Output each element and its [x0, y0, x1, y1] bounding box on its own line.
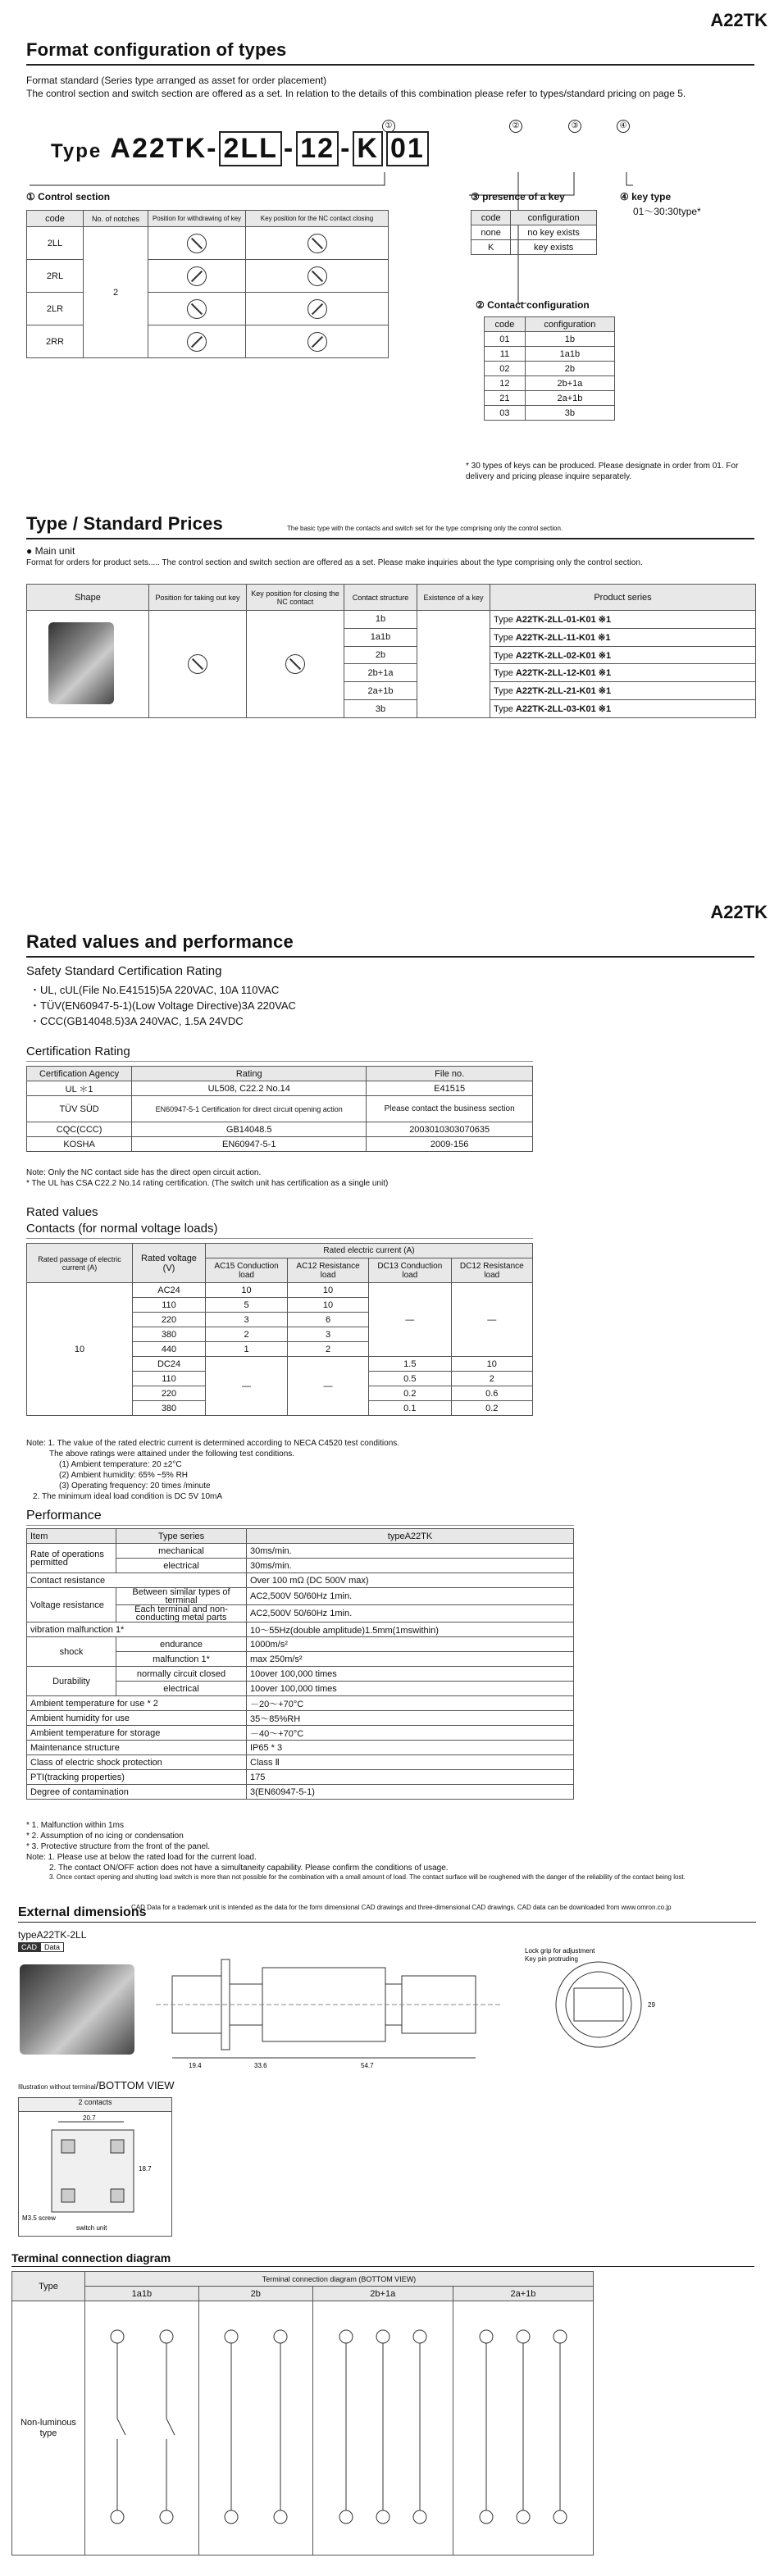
rv-header: AC15 Conduction load [206, 1258, 288, 1283]
perf-note: * 3. Protective structure from the front of the panel. [26, 1842, 210, 1851]
perf-item: shock [27, 1637, 116, 1667]
perf-title: Performance [26, 1509, 102, 1522]
pk-cell: none [472, 225, 511, 240]
safety-line: ・CCC(GB14048.5)3A 240VAC, 1.5A 24VDC [30, 1015, 244, 1027]
section-rule [18, 1922, 756, 1923]
ext-type: typeA22TK-2LL [18, 1929, 87, 1941]
pk-header: code [472, 211, 511, 225]
rv-cell: 0.2 [451, 1401, 532, 1416]
rv-cell: 220 [133, 1313, 206, 1327]
dim-label: 54.7 [361, 2062, 374, 2069]
wiring-1a1b [93, 2304, 191, 2550]
cert-cell: EN60947-5-1 Certification for direct circuit opening action [132, 1096, 367, 1122]
wiring-2b [207, 2304, 305, 2550]
rv-header: AC12 Resistance load [288, 1258, 369, 1283]
key-type-title: ④ key type [620, 191, 672, 203]
rv-cell: 1.5 [369, 1357, 452, 1372]
product-photo-cell [27, 611, 149, 718]
type-word: Type [494, 686, 513, 697]
product-photo [48, 622, 114, 704]
ext-title: External dimensions [18, 1905, 147, 1919]
term-type: 1a1b [85, 2287, 199, 2301]
rated-values-table [26, 1243, 533, 1416]
perf-value: 30ms/min. [247, 1559, 574, 1573]
presence-key-table [471, 210, 597, 255]
cert-cell: KOSHA [27, 1137, 132, 1152]
tp-header: Key position for closing the NC contact [247, 585, 344, 611]
rv-cell: 10 [451, 1357, 532, 1372]
contacts-title: Contacts (for normal voltage loads) [26, 1222, 218, 1236]
terminal-table [11, 2271, 594, 2556]
rated-title: Rated values [26, 1205, 98, 1219]
cs-header: code [27, 211, 84, 227]
perf-value: 10～55Hz(double amplitude)1.5mm(1mswithin) [247, 1623, 574, 1637]
cert-cell: EN60947-5-1 [132, 1137, 367, 1152]
cc-cell: 1b [525, 332, 614, 347]
perf-value: max 250m/s² [247, 1652, 574, 1667]
bottom-view-drawing [19, 2112, 171, 2235]
cs-code: 2LR [27, 293, 84, 325]
term-header: Type [12, 2272, 85, 2301]
rv-note: The above ratings were attained under the following test conditions. [49, 1450, 295, 1459]
cc-cell: 21 [485, 391, 526, 406]
key-position-icon [187, 332, 207, 352]
cs-header: No. of notches [84, 211, 148, 227]
term-row-label: Non-luminous type [12, 2301, 85, 2556]
perf-item: Voltage resistance [27, 1588, 116, 1623]
cert-header: Certification Agency [27, 1067, 132, 1081]
divider [26, 1061, 533, 1062]
code-2ll: 2LL [219, 131, 281, 166]
key-position-icon [285, 654, 305, 674]
divider [26, 1238, 533, 1239]
cc-header: code [485, 317, 526, 332]
product-code: A22TK-2LL-12-K01 ※1 [515, 668, 612, 679]
rv-dash: — [206, 1357, 288, 1416]
type-word: Type [494, 614, 513, 625]
perf-value: Over 100 mΩ (DC 500V max) [247, 1573, 574, 1588]
type-prefix: A22TK- [110, 133, 218, 164]
key-footnote: * 30 types of keys can be produced. Please designate in order from 01. For delivery and pricing please inquire separately. [466, 462, 739, 481]
main-unit-label: ● Main unit [26, 545, 75, 557]
key-type-value: 01～30:30type* [633, 206, 701, 217]
rv-header: DC12 Resistance load [451, 1258, 532, 1283]
cert-cell: 2009-156 [367, 1137, 533, 1152]
perf-sub: electrical [116, 1559, 247, 1573]
control-section-title: ① Control section [26, 191, 111, 203]
perf-sub: electrical [116, 1682, 247, 1696]
perf-item: Ambient temperature for use * 2 [27, 1696, 247, 1711]
key-position-icon [308, 266, 327, 286]
tp-structure: 2b+1a [344, 664, 417, 682]
product-code: A22TK-2LL-01-K01 ※1 [515, 614, 612, 625]
divider [26, 1525, 574, 1526]
presence-key-title: ③ presence of a key [471, 191, 565, 203]
format-config-title: Format configuration of types [26, 39, 287, 60]
rv-cell: AC24 [133, 1283, 206, 1298]
cad-badges [18, 1943, 64, 1951]
tp-product [490, 628, 756, 646]
term-type: 2b+1a [312, 2287, 453, 2301]
safety-title: Safety Standard Certification Rating [26, 964, 222, 978]
ext-note: CAD Data for a trademark unit is intended as the data for the form dimensional CAD drawings and three-dimensional CAD drawings. CAD data can be downloaded from www.omron.co.jp [131, 1904, 672, 1911]
key-position-icon [308, 234, 327, 253]
dim-label: 33.6 [254, 2062, 267, 2069]
mark-4: ④ [617, 120, 630, 133]
perf-value: Class Ⅱ [247, 1755, 574, 1770]
tp-structure: 1a1b [344, 628, 417, 646]
term-type: 2b [198, 2287, 312, 2301]
data-badge: Data [40, 1942, 64, 1952]
cs-notches: 2 [84, 227, 148, 358]
cs-code: 2LL [27, 227, 84, 260]
product-code: A22TK-2LL-11-K01 ※1 [515, 632, 611, 643]
cs-code: 2RL [27, 260, 84, 293]
rv-header: DC13 Conduction load [369, 1258, 452, 1283]
mark-3: ③ [568, 120, 581, 133]
dim-label: switch unit [76, 2224, 107, 2232]
format-standard: Format standard (Series type arranged as asset for order placement) [26, 75, 327, 86]
cs-code: 2RR [27, 325, 84, 358]
perf-sub: Each terminal and non-conducting metal parts [116, 1605, 247, 1623]
perf-value: －40～+70°C [247, 1726, 574, 1741]
rv-cell: 10 [206, 1283, 288, 1298]
cert-cell: Please contact the business section [367, 1096, 533, 1122]
perf-value: 175 [247, 1770, 574, 1785]
dim-label: M3.5 screw [22, 2214, 56, 2222]
term-type: 2a+1b [453, 2287, 593, 2301]
cert-cell: UL508, C22.2 No.14 [132, 1081, 367, 1096]
perf-value: 30ms/min. [247, 1544, 574, 1559]
bottom-view: /BOTTOM VIEW [95, 2079, 175, 2091]
perf-header: typeA22TK [247, 1529, 574, 1544]
perf-value: 10over 100,000 times [247, 1682, 574, 1696]
key-position-icon [187, 234, 207, 253]
cc-cell: 11 [485, 347, 526, 362]
cert-header: File no. [367, 1067, 533, 1081]
type-word: Type [494, 704, 513, 715]
perf-note: * 2. Assumption of no icing or condensation [26, 1832, 184, 1841]
rated-values-title: Rated values and performance [26, 931, 294, 952]
main-unit-note: Format for orders for product sets..... The control section and switch section are offered as a set. Please make inquiries about the type comprising only the control section. [26, 558, 643, 567]
tp-header: Existence of a key [417, 585, 490, 611]
section-rule [26, 64, 754, 66]
cert-cell: CQC(CCC) [27, 1122, 132, 1137]
terminal-title: Terminal connection diagram [11, 2251, 171, 2264]
rv-cell: 0.6 [451, 1386, 532, 1401]
rv-cell: 380 [133, 1401, 206, 1416]
model-tag: A22TK [710, 902, 768, 922]
perf-item: Ambient temperature for storage [27, 1726, 247, 1741]
rv-note: Note: 1. The value of the rated electric current is determined according to NECA C4520 test conditions. [26, 1439, 400, 1448]
cert-cell: 2003010303070635 [367, 1122, 533, 1137]
model-tag: A22TK [710, 10, 768, 30]
perf-note: 3. Once contact opening and shutting load switch is more than not possible for the combination with a small amount of load. The contact surface will be roughened with the danger of the reliability of the contact being lost. [49, 1873, 686, 1881]
perf-note: 2. The contact ON/OFF action does not have a simultaneity capability. Please confirm the conditions of usage. [49, 1864, 449, 1873]
section-rule [26, 956, 754, 958]
perf-item: Durability [27, 1667, 116, 1696]
key-position-icon [187, 266, 207, 286]
rv-cell: 110 [133, 1372, 206, 1386]
dim-label: 20.7 [83, 2114, 96, 2122]
perf-sub: mechanical [116, 1544, 247, 1559]
type-code-line: Type A22TK- 2LL - 12 - K 01 [51, 131, 430, 166]
cert-cell: UL ＊1 [27, 1081, 132, 1096]
pk-cell: K [472, 240, 511, 255]
format-note: The control section and switch section are offered as a set. In relation to the details of this combination please refer to types/standard pricing on page 5. [26, 88, 686, 99]
wiring-2a1b [462, 2304, 585, 2550]
perf-sub: normally circuit closed [116, 1667, 247, 1682]
rv-cell: 220 [133, 1386, 206, 1401]
perf-value: IP65 * 3 [247, 1741, 574, 1755]
tp-product [490, 700, 756, 718]
rv-cell: 110 [133, 1298, 206, 1313]
contact-config-table [484, 316, 615, 421]
perf-header: Item [27, 1529, 116, 1544]
rv-notes [26, 1438, 399, 1502]
tp-header: Contact structure [344, 585, 417, 611]
product-code: A22TK-2LL-02-K01 ※1 [515, 650, 612, 661]
cs-header: Key position for the NC contact closing [246, 211, 389, 227]
code-12: 12 [296, 131, 339, 166]
cc-cell: 01 [485, 332, 526, 347]
perf-notes [26, 1820, 756, 1882]
rv-cell: 3 [206, 1313, 288, 1327]
rv-cell: 2 [206, 1327, 288, 1342]
perf-item: Ambient humidity for use [27, 1711, 247, 1726]
perf-item: Degree of contamination [27, 1785, 247, 1800]
dim-label: Lock grip for adjustment [525, 1947, 595, 1955]
perf-sub: endurance [116, 1637, 247, 1652]
cert-cell: TÜV SÜD [27, 1096, 132, 1122]
rv-cell: 10 [288, 1283, 369, 1298]
cc-cell: 2a+1b [525, 391, 614, 406]
key-position-icon [308, 299, 327, 319]
rv-cell: 440 [133, 1342, 206, 1357]
pk-cell: key exists [511, 240, 597, 255]
perf-note: Note: 1. Please use at below the rated load for the current load. [26, 1853, 257, 1862]
type-label: Type [51, 140, 102, 162]
code-01: 01 [386, 131, 429, 166]
perf-item: Contact resistance [27, 1573, 247, 1588]
rv-cell: 0.1 [369, 1401, 452, 1416]
cert-cell: E41515 [367, 1081, 533, 1096]
type-word: Type [494, 650, 513, 661]
safety-line: ・TÜV(EN60947-5-1)(Low Voltage Directive)3A 220VAC [30, 999, 296, 1012]
product-code: A22TK-2LL-21-K01 ※1 [515, 686, 612, 697]
rv-cell: 3 [288, 1327, 369, 1342]
cc-cell: 02 [485, 362, 526, 376]
section-rule [26, 538, 754, 539]
tp-product [490, 611, 756, 629]
dim-label: 18.7 [139, 2165, 152, 2173]
tp-structure: 2a+1b [344, 682, 417, 700]
rv-dash: — [369, 1283, 452, 1357]
perf-value: 3(EN60947-5-1) [247, 1785, 574, 1800]
rv-cell: 5 [206, 1298, 288, 1313]
type-prices-title: Type / Standard Prices [26, 513, 223, 534]
code-k: K [353, 131, 383, 166]
perf-item: Rate of operations permitted [27, 1544, 116, 1573]
cc-cell: 12 [485, 376, 526, 391]
perf-value: AC2,500V 50/60Hz 1min. [247, 1605, 574, 1623]
two-contacts-label: 2 contacts [19, 2098, 171, 2112]
tp-product [490, 682, 756, 700]
tp-header: Shape [27, 585, 149, 611]
cc-cell: 2b [525, 362, 614, 376]
rv-cell: 2 [288, 1342, 369, 1357]
pk-cell: no key exists [511, 225, 597, 240]
dimension-drawing [156, 1943, 713, 2074]
safety-line: ・UL, cUL(File No.E41515)5A 220VAC, 10A 110VAC [30, 984, 280, 996]
rv-cell: 0.2 [369, 1386, 452, 1401]
tp-structure: 2b [344, 646, 417, 664]
perf-value: 35～85%RH [247, 1711, 574, 1726]
cc-cell: 3b [525, 406, 614, 421]
rv-cell: 0.5 [369, 1372, 452, 1386]
contact-config-title: ② Contact configuration [476, 299, 590, 311]
safety-lines [30, 982, 296, 1029]
term-header: Terminal connection diagram (BOTTOM VIEW) [85, 2272, 594, 2287]
rv-dash: — [288, 1357, 369, 1416]
cert-title: Certification Rating [26, 1045, 130, 1058]
rv-cell: 380 [133, 1327, 206, 1342]
bottom-view-box [18, 2097, 172, 2237]
rv-cell: 1 [206, 1342, 288, 1357]
tp-product [490, 646, 756, 664]
type-price-table [26, 584, 756, 718]
perf-sub: malfunction 1* [116, 1652, 247, 1667]
perf-item: PTI(tracking properties) [27, 1770, 247, 1785]
type-word: Type [494, 632, 513, 643]
cert-header: Rating [132, 1067, 367, 1081]
perf-note: * 1. Malfunction within 1ms [26, 1821, 124, 1830]
rv-note: (1) Ambient temperature: 20 ±2°C [59, 1460, 182, 1469]
cc-header: configuration [525, 317, 614, 332]
cad-badge: CAD [18, 1942, 40, 1952]
perf-value: －20～+70°C [247, 1696, 574, 1711]
cs-header: Position for withdrawing of key [148, 211, 246, 227]
control-section-table [26, 210, 389, 358]
section-rule [11, 2266, 754, 2267]
perf-value: 10over 100,000 times [247, 1667, 574, 1682]
perf-value: AC2,500V 50/60Hz 1min. [247, 1588, 574, 1605]
cc-cell: 2b+1a [525, 376, 614, 391]
perf-sub: Between similar types of terminal [116, 1588, 247, 1605]
rv-cell: 10 [288, 1298, 369, 1313]
perf-item: Class of electric shock protection [27, 1755, 247, 1770]
ext-product-photo [20, 1964, 134, 2055]
rv-header: Rated voltage (V) [133, 1244, 206, 1283]
type-word: Type [494, 668, 513, 679]
dim-label: Key pin protruding [525, 1955, 578, 1963]
tp-structure: 1b [344, 611, 417, 629]
bottom-pre: Illustration without terminal [18, 2083, 96, 2091]
key-position-icon [188, 654, 207, 674]
rv-dash: — [451, 1283, 532, 1357]
cert-notes [26, 1167, 388, 1189]
rv-note: (3) Operating frequency: 20 times /minute [59, 1481, 211, 1491]
perf-item: vibration malfunction 1* [27, 1623, 247, 1637]
rv-note: (2) Ambient humidity: 65% ~5% RH [59, 1471, 189, 1480]
rv-current: 10 [27, 1283, 133, 1416]
mark-1: ① [382, 120, 395, 133]
rv-header: Rated passage of electric current (A) [27, 1244, 133, 1283]
wiring-2b1a [321, 2304, 444, 2550]
rv-cell: 2 [451, 1372, 532, 1386]
product-code: A22TK-2LL-03-K01 ※1 [515, 704, 612, 715]
tp-header: Position for taking out key [149, 585, 247, 611]
perf-header: Type series [116, 1529, 247, 1544]
cc-cell: 1a1b [525, 347, 614, 362]
performance-table [26, 1528, 574, 1800]
rv-header: Rated electric current (A) [206, 1244, 533, 1258]
cc-cell: 03 [485, 406, 526, 421]
tp-structure: 3b [344, 700, 417, 718]
mark-2: ② [509, 120, 522, 133]
pk-header: configuration [511, 211, 597, 225]
cert-note: * The UL has CSA C22.2 No.14 rating certification. (The switch unit has certification as a single unit) [26, 1179, 389, 1188]
dim-label: 29 [648, 2001, 655, 2009]
bottom-view-title [18, 2079, 175, 2091]
perf-value: 1000m/s² [247, 1637, 574, 1652]
rv-note: 2. The minimum ideal load condition is DC 5V 10mA [33, 1492, 223, 1501]
cert-table [26, 1066, 533, 1152]
cert-cell: GB14048.5 [132, 1122, 367, 1137]
key-position-icon [308, 332, 327, 352]
tp-header: Product series [490, 585, 756, 611]
rv-cell: DC24 [133, 1357, 206, 1372]
perf-item: Maintenance structure [27, 1741, 247, 1755]
type-prices-note: The basic type with the contacts and switch set for the type comprising only the control section. [287, 525, 563, 532]
cert-note: Note: Only the NC contact side has the direct open circuit action. [26, 1168, 262, 1177]
key-position-icon [187, 299, 207, 319]
rv-cell: 6 [288, 1313, 369, 1327]
dim-label: 19.4 [189, 2062, 202, 2069]
tp-product [490, 664, 756, 682]
